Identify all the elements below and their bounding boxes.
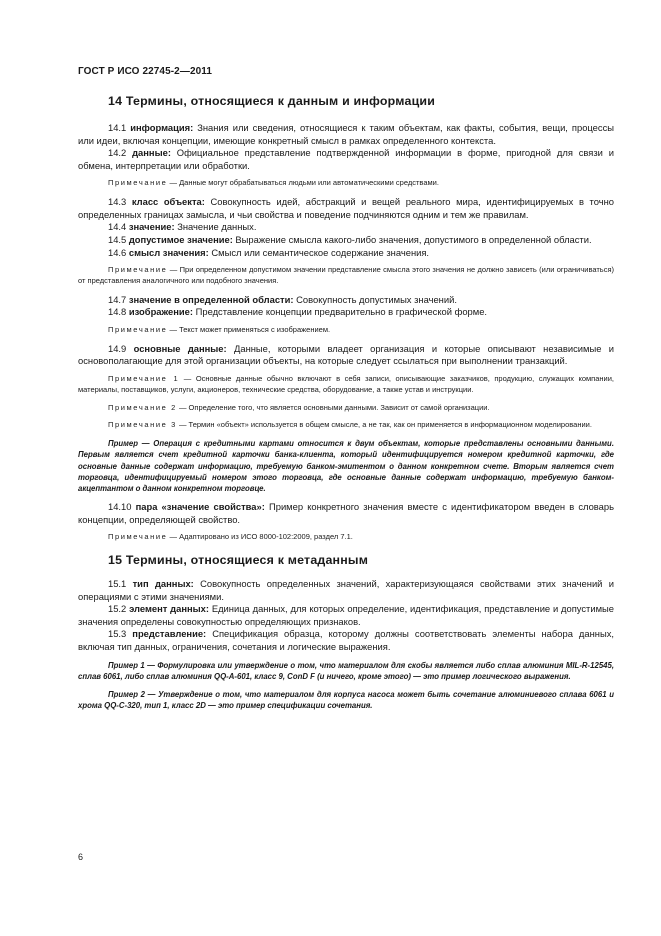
note-label: Примечание (108, 178, 168, 188)
note-text: — Текст может применяться с изображением. (167, 324, 331, 334)
term-name: основные данные: (133, 342, 227, 354)
example-15-3-2: Пример 2 — Утверждение о том, что материалом для корпуса насоса может быть сочетание алюминиевого сплава 6061 и хрома QQ-C-320, тип 1, класс 2D — это пример спецификации сочетания. (78, 690, 614, 711)
term-name: класс объекта: (131, 196, 205, 208)
term-14-10 (78, 501, 614, 526)
term-number: 14.4 (108, 221, 127, 233)
term-definition: Единица данных, для которых определение, идентификация, представление и допустимые значения определены совокупностью определяющих признаков. (78, 603, 614, 627)
term-14-5 (78, 234, 614, 247)
term-definition: Официальное представление подтвержденной информации в форме, пригодной для связи и обмена, интерпретации или обработки. (78, 147, 615, 171)
term-number: 14.3 (108, 196, 127, 208)
term-name: тип данных: (132, 578, 194, 590)
term-name: элемент данных: (129, 603, 209, 615)
note-text: — Определение того, что является основными данными. Зависит от самой организации. (176, 402, 490, 412)
term-name: допустимое значение: (128, 233, 233, 245)
term-number: 14.1 (108, 122, 127, 133)
term-number: 14.8 (108, 306, 127, 318)
term-number: 14.7 (108, 293, 127, 305)
term-number: 14.9 (108, 342, 127, 354)
document-page (78, 66, 614, 718)
note-14-9-1 (78, 374, 614, 396)
note-14-9-2 (78, 403, 614, 414)
term-number: 15.3 (108, 628, 127, 640)
term-number: 14.5 (108, 233, 127, 245)
note-text: — Адаптировано из ИСО 8000-102:2009, раздел 7.1. (167, 532, 353, 542)
term-14-6 (78, 247, 614, 260)
note-14-2 (78, 178, 614, 189)
note-label: Примечание 2 (108, 402, 177, 412)
term-name: изображение: (128, 306, 194, 318)
term-name: значение в определенной области: (128, 293, 294, 305)
example-15-3-1: Пример 1 — Формулировка или утверждение о том, что материалом для скобы является либо сплав алюминия MIL-R-12545, сплав 6061, либо сплав алюминия QQ-A-601, класс 9, ConD F (и ничего, кроме этого) — это пример логического выражения. (78, 660, 614, 681)
term-definition: Значение данных. (174, 221, 257, 233)
section-14-title: 14 Термины, относящиеся к данным и информации (108, 94, 436, 108)
page-number: 6 (78, 852, 84, 862)
note-14-9-3 (78, 420, 614, 431)
section-15-title: 15 Термины, относящиеся к метаданным (108, 553, 369, 568)
term-definition: Данные, которыми владеет организация и которые описывают независимые и основополагающие для этой организации объекты, на которые следует ссылаться при выполнении транзакций. (78, 342, 614, 367)
note-label: Примечание (108, 324, 168, 334)
note-14-10 (78, 532, 614, 543)
term-number: 14.2 (108, 147, 127, 159)
term-14-9 (78, 343, 614, 368)
term-name: данные: (132, 147, 171, 159)
term-definition: Пример конкретного значения вместе с идентификатором введен в словарь концепции, определяющей свойство. (78, 501, 614, 525)
term-15-3 (78, 628, 614, 653)
note-text: — Основные данные обычно включают в себя записи, описывающие заказчиков, продукцию, служащих компании, материалы, поставщиков, услуги, акционеров, технические средства, оборудование, а также устав и инструкции. (78, 373, 614, 394)
term-name: значение: (128, 221, 175, 233)
term-14-4 (78, 221, 614, 234)
term-14-1 (78, 122, 614, 147)
term-14-7 (78, 294, 614, 307)
term-definition: Совокупность идей, абстракций и вещей реального мира, идентифицируемых в точно определенных границах замысла, и чьи свойства и поведение подчиняются одним и тем же правилам. (78, 196, 614, 220)
note-14-8 (78, 325, 614, 336)
term-definition: Выражение смысла какого-либо значения, допустимого в определенной области. (232, 233, 592, 245)
term-definition: Совокупность определенных значений, характеризующаяся свойствами этих значений и операциями с этими значениями. (78, 578, 614, 602)
term-definition: Спецификация образца, которому должны соответствовать элементы набора данных, включая тип данных, ограничения, сочетания и логические выражения. (78, 628, 614, 653)
term-name: пара «значение свойства»: (135, 501, 265, 513)
term-15-1 (78, 578, 614, 603)
note-text: — При определенном допустимом значении представление смысла этого значения не должно зависеть (или ограничиваться) от представления аналогичного или подобного значения. (78, 265, 614, 285)
note-14-6 (78, 265, 614, 287)
note-label: Примечание (108, 265, 168, 275)
term-definition: Представление концепции предварительно в графической форме. (193, 306, 488, 318)
example-14-9: Пример — Операция с кредитными картами относится к двум объектам, которые представлены основными данными. Первым является счет кредитной карточки банка-клиента, который идентифицируется номером кредитной карточки, где основные данные содержат информацию, требуемую банком-эмитентом о данном конкретном счете. Вторым является счет торговца, идентифицируемый номером этого торговца, где основные данные содержат информацию, требуемую банком-акцептантом о данном конкретном торговце. (78, 439, 614, 493)
document-header: ГОСТ Р ИСО 22745-2—2011 (78, 66, 213, 77)
term-number: 14.6 (108, 246, 127, 258)
term-14-3 (78, 196, 614, 221)
note-label: Примечание (108, 532, 168, 542)
note-label: Примечание 3 (108, 420, 177, 430)
term-definition: Смысл или семантическое содержание значения. (208, 246, 430, 258)
note-text: — Термин «объект» используется в общем смысле, а не так, как он применяется в информационном моделировании. (176, 420, 592, 430)
term-15-2 (78, 603, 614, 628)
term-definition: Совокупность допустимых значений. (293, 293, 457, 305)
term-number: 14.10 (108, 501, 132, 513)
term-name: смысл значения: (128, 246, 209, 258)
term-14-2 (78, 147, 614, 172)
term-number: 15.1 (108, 578, 127, 590)
term-name: информация: (130, 122, 194, 133)
note-label: Примечание 1 (108, 373, 180, 383)
term-definition: Знания или сведения, относящиеся к таким объектам, как факты, события, вещи, процессы или идеи, включая концепции, имеющие конкретный смысл в рамках определенного контекста. (78, 122, 614, 146)
note-text: — Данные могут обрабатываться людьми или автоматическими средствами. (167, 178, 439, 188)
term-name: представление: (132, 628, 207, 640)
term-number: 15.2 (108, 603, 127, 615)
term-14-8 (78, 306, 614, 319)
